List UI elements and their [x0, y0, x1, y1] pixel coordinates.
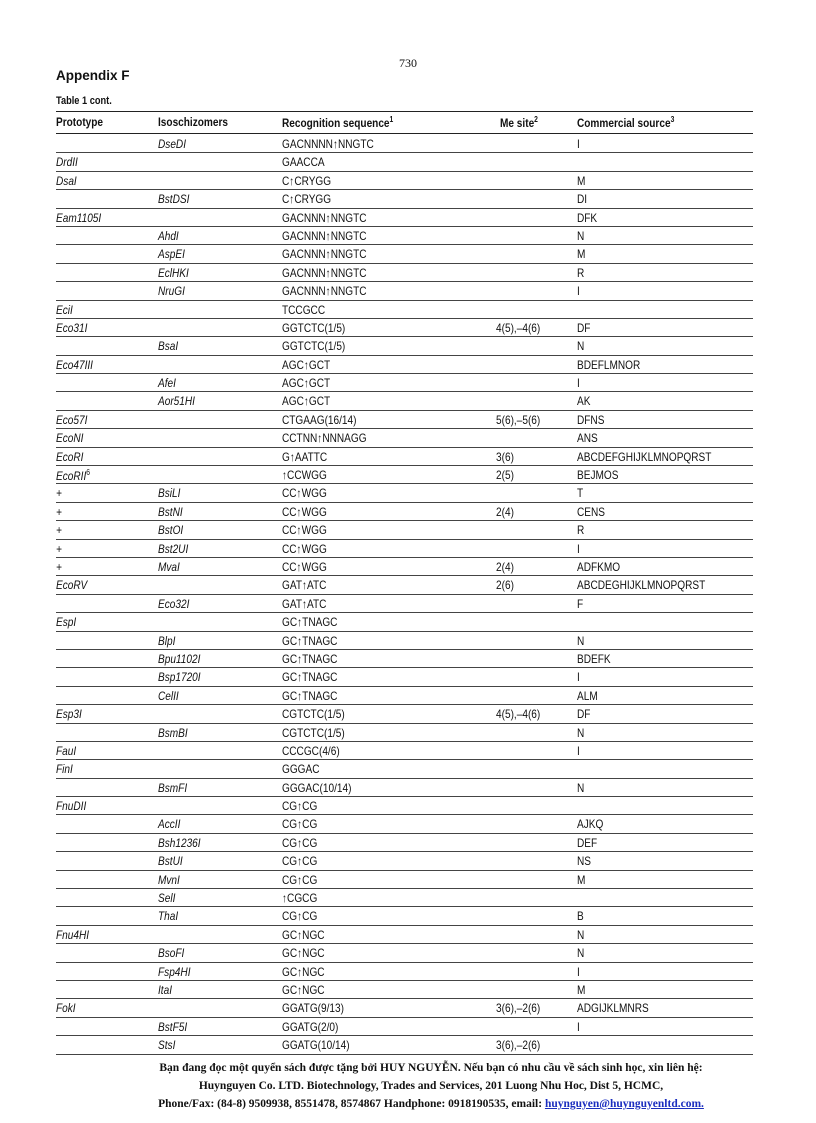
- recognition-sequence-cell: CC↑WGG: [282, 523, 327, 538]
- isoschizomer-cell: ItaI: [158, 982, 173, 997]
- isoschizomer-cell: BsiLI: [158, 486, 181, 501]
- recognition-sequence-cell: CG↑CG: [282, 817, 318, 832]
- isoschizomer-cell: BlpI: [158, 633, 176, 648]
- commercial-source-cell: I: [577, 1019, 580, 1034]
- table-row: [56, 153, 753, 171]
- table-row: [56, 632, 753, 650]
- recognition-sequence-cell: GACNNN↑NNGTC: [282, 284, 367, 299]
- header-isoschizomers: Isoschizomers: [158, 115, 229, 129]
- recognition-sequence-cell: C↑CRYGG: [282, 173, 332, 188]
- prototype-cell: Fnu4HI: [56, 927, 90, 942]
- recognition-sequence-cell: GC↑NGC: [282, 927, 325, 942]
- recognition-sequence-cell: GAT↑ATC: [282, 596, 327, 611]
- table-row: [56, 282, 753, 300]
- recognition-sequence-cell: CC↑WGG: [282, 559, 327, 574]
- commercial-source-cell: I: [577, 284, 580, 299]
- recognition-sequence-cell: CC↑WGG: [282, 504, 327, 519]
- recognition-sequence-cell: GAT↑ATC: [282, 578, 327, 593]
- commercial-source-cell: ABCDEGHIJKLMNOPQRST: [577, 578, 706, 593]
- table-row: [56, 944, 753, 962]
- prototype-cell: FinI: [56, 762, 73, 777]
- header-me-site: Me site$^2$: [500, 115, 538, 130]
- table-row: [56, 484, 753, 502]
- recognition-sequence-cell: GGTCTC(1/5): [282, 320, 346, 335]
- table-row: [56, 1036, 753, 1054]
- isoschizomer-cell: Fsp4HI: [158, 964, 191, 979]
- table-row: [56, 834, 753, 852]
- recognition-sequence-cell: C↑CRYGG: [282, 192, 332, 207]
- footer-line-3: Phone/Fax: (84-8) 9509938, 8551478, 8574867 Handphone: 0918190535, email: huynguyen@huynguyenltd.com.: [158, 1098, 704, 1110]
- recognition-sequence-cell: GC↑TNAGC: [282, 651, 338, 666]
- isoschizomer-cell: Aor51HI: [158, 394, 195, 409]
- commercial-source-cell: N: [577, 927, 585, 942]
- prototype-cell: Eco57I: [56, 412, 88, 427]
- commercial-source-cell: ADGIJKLMNRS: [577, 1001, 649, 1016]
- commercial-source-cell: DEF: [577, 835, 598, 850]
- commercial-source-cell: DFK: [577, 210, 598, 225]
- recognition-sequence-cell: GC↑TNAGC: [282, 615, 338, 630]
- prototype-cell: +: [56, 504, 62, 519]
- isoschizomer-cell: BstOI: [158, 523, 184, 538]
- table-row: [56, 227, 753, 245]
- recognition-sequence-cell: CCTNN↑NNNAGG: [282, 431, 367, 446]
- header-commercial-source: Commercial source$^3$: [577, 115, 675, 130]
- table-row: [56, 687, 753, 705]
- table-row: [56, 448, 753, 466]
- table-row: [56, 558, 753, 576]
- recognition-sequence-cell: AGC↑GCT: [282, 394, 331, 409]
- prototype-cell: +: [56, 559, 62, 574]
- recognition-sequence-cell: GC↑NGC: [282, 982, 325, 997]
- recognition-sequence-cell: GGATG(9/13): [282, 1001, 344, 1016]
- isoschizomer-cell: MvaI: [158, 559, 180, 574]
- isoschizomer-cell: AspEI: [158, 247, 185, 262]
- recognition-sequence-cell: TCCGCC: [282, 302, 326, 317]
- isoschizomer-cell: CelII: [158, 688, 179, 703]
- table-row: [56, 264, 753, 282]
- isoschizomer-cell: BsaI: [158, 339, 179, 354]
- isoschizomer-cell: AhdI: [158, 228, 179, 243]
- commercial-source-cell: T: [577, 486, 584, 501]
- commercial-source-cell: M: [577, 982, 586, 997]
- commercial-source-cell: I: [577, 376, 580, 391]
- recognition-sequence-cell: CG↑CG: [282, 854, 318, 869]
- table-body: [56, 135, 753, 1055]
- commercial-source-cell: BDEFK: [577, 651, 611, 666]
- commercial-source-cell: AJKQ: [577, 817, 604, 832]
- recognition-sequence-cell: AGC↑GCT: [282, 376, 331, 391]
- commercial-source-cell: N: [577, 339, 585, 354]
- recognition-sequence-cell: CG↑CG: [282, 835, 318, 850]
- commercial-source-cell: DFNS: [577, 412, 605, 427]
- prototype-cell: DsaI: [56, 173, 77, 188]
- prototype-cell: FnuDII: [56, 799, 87, 814]
- me-site-cell: 4(5),–4(6): [496, 320, 541, 335]
- prototype-cell: Eco47III: [56, 357, 93, 372]
- header-row: [56, 112, 753, 134]
- table-row: [56, 797, 753, 815]
- recognition-sequence-cell: GACNNN↑NNGTC: [282, 247, 367, 262]
- footer-email-link[interactable]: huynguyen@huynguyenltd.com.: [544, 1098, 704, 1110]
- prototype-cell: FokI: [56, 1001, 76, 1016]
- table-row: [56, 1018, 753, 1036]
- recognition-sequence-cell: GC↑NGC: [282, 946, 325, 961]
- table-row: [56, 576, 753, 594]
- footer-line-2: Huynguyen Co. LTD. Biotechnology, Trades and Services, 201 Luong Nhu Hoc, Dist 5, HCMC,: [198, 1080, 664, 1092]
- commercial-source-cell: N: [577, 725, 585, 740]
- table-row: [56, 981, 753, 999]
- commercial-source-cell: ABCDEFGHIJKLMNOPQRST: [577, 449, 712, 464]
- commercial-source-cell: AK: [577, 394, 591, 409]
- table-row: [56, 319, 753, 337]
- recognition-sequence-cell: CC↑WGG: [282, 486, 327, 501]
- isoschizomer-cell: Eco32I: [158, 596, 190, 611]
- footer-notice: [96, 1059, 766, 1113]
- recognition-sequence-cell: CG↑CG: [282, 909, 318, 924]
- commercial-source-cell: DF: [577, 707, 591, 722]
- me-site-cell: 3(6),–2(6): [496, 1038, 541, 1053]
- table-row: [56, 907, 753, 925]
- footer-line-1: Bạn đang đọc một quyển sách được tặng bởi HUY NGUYỄN. Nếu bạn có nhu cầu về sách sinh học, xin liên hệ:: [159, 1062, 703, 1074]
- header-recognition-sequence: Recognition sequence$^1$: [282, 115, 394, 130]
- commercial-source-cell: DI: [577, 192, 588, 207]
- isoschizomer-cell: BsoFI: [158, 946, 185, 961]
- table-row: [56, 742, 753, 760]
- commercial-source-cell: BEJMOS: [577, 468, 619, 483]
- prototype-cell: +: [56, 523, 62, 538]
- recognition-sequence-cell: CCCGC(4/6): [282, 743, 340, 758]
- commercial-source-cell: N: [577, 946, 585, 961]
- prototype-cell: EcoRV: [56, 578, 88, 593]
- recognition-sequence-cell: CG↑CG: [282, 799, 318, 814]
- table-row: [56, 540, 753, 558]
- commercial-source-cell: N: [577, 228, 585, 243]
- table-row: [56, 613, 753, 631]
- table-row: [56, 374, 753, 392]
- me-site-cell: 2(5): [496, 468, 514, 483]
- commercial-source-cell: R: [577, 265, 585, 280]
- table-header: [56, 111, 753, 134]
- me-site-cell: 2(6): [496, 578, 514, 593]
- table-row: [56, 209, 753, 227]
- recognition-sequence-cell: CGTCTC(1/5): [282, 707, 345, 722]
- isoschizomer-cell: Bsp1720I: [158, 670, 201, 685]
- commercial-source-cell: B: [577, 909, 584, 924]
- table-row: [56, 815, 753, 833]
- table-row: [56, 245, 753, 263]
- commercial-source-cell: I: [577, 541, 580, 556]
- table-row: [56, 356, 753, 374]
- table-row: [56, 760, 753, 778]
- recognition-sequence-cell: CC↑WGG: [282, 541, 327, 556]
- commercial-source-cell: BDEFLMNOR: [577, 357, 641, 372]
- isoschizomer-cell: AfeI: [158, 376, 176, 391]
- commercial-source-cell: DF: [577, 320, 591, 335]
- isoschizomer-cell: MvnI: [158, 872, 180, 887]
- commercial-source-cell: N: [577, 633, 585, 648]
- prototype-cell: EcoNI: [56, 431, 84, 446]
- table-row: [56, 889, 753, 907]
- isoschizomer-cell: BstNI: [158, 504, 183, 519]
- appendix-title: Appendix F: [56, 68, 130, 83]
- commercial-source-cell: M: [577, 173, 586, 188]
- commercial-source-cell: R: [577, 523, 585, 538]
- prototype-cell: Eco31I: [56, 320, 88, 335]
- prototype-cell: +: [56, 486, 62, 501]
- commercial-source-cell: N: [577, 780, 585, 795]
- table-row: [56, 779, 753, 797]
- prototype-cell: EciI: [56, 302, 73, 317]
- table-row: [56, 503, 753, 521]
- isoschizomer-cell: Bst2UI: [158, 541, 189, 556]
- footnote-marker: 6: [86, 468, 90, 478]
- recognition-sequence-cell: GC↑NGC: [282, 964, 325, 979]
- table-row: [56, 411, 753, 429]
- commercial-source-cell: NS: [577, 854, 592, 869]
- me-site-cell: 3(6),–2(6): [496, 1001, 541, 1016]
- prototype-cell: EspI: [56, 615, 77, 630]
- table-row: [56, 466, 753, 484]
- table-row: [56, 724, 753, 742]
- isoschizomer-cell: BstF5I: [158, 1019, 188, 1034]
- commercial-source-cell: I: [577, 137, 580, 151]
- header-prototype: Prototype: [56, 115, 104, 129]
- me-site-cell: 5(6),–5(6): [496, 412, 541, 427]
- commercial-source-cell: F: [577, 596, 584, 611]
- table-row: [56, 301, 753, 319]
- commercial-source-cell: I: [577, 670, 580, 685]
- page-number: 730: [399, 56, 417, 70]
- me-site-cell: 2(4): [496, 559, 514, 574]
- table-row: [56, 429, 753, 447]
- recognition-sequence-cell: GACNNN↑NNGTC: [282, 210, 367, 225]
- recognition-sequence-cell: CGTCTC(1/5): [282, 725, 345, 740]
- table-row: [56, 337, 753, 355]
- table-row: [56, 650, 753, 668]
- isoschizomer-cell: EclHKI: [158, 265, 189, 280]
- commercial-source-cell: ALM: [577, 688, 598, 703]
- isoschizomer-cell: StsI: [158, 1038, 176, 1053]
- isoschizomer-cell: BstDSI: [158, 192, 190, 207]
- table-row: [56, 999, 753, 1017]
- recognition-sequence-cell: CG↑CG: [282, 872, 318, 887]
- table-row: [56, 392, 753, 410]
- commercial-source-cell: ADFKMO: [577, 559, 621, 574]
- isoschizomer-cell: Bpu1102I: [158, 651, 201, 666]
- prototype-cell: FauI: [56, 743, 77, 758]
- isoschizomer-cell: DseDI: [158, 137, 187, 151]
- recognition-sequence-cell: G↑AATTC: [282, 449, 328, 464]
- recognition-sequence-cell: GGATG(2/0): [282, 1019, 339, 1034]
- commercial-source-cell: M: [577, 247, 586, 262]
- recognition-sequence-cell: GACNNN↑NNGTC: [282, 265, 367, 280]
- prototype-cell: DrdII: [56, 155, 78, 170]
- isoschizomer-cell: Bsh1236I: [158, 835, 201, 850]
- me-site-cell: 3(6): [496, 449, 514, 464]
- table-row: [56, 963, 753, 981]
- table-row: [56, 705, 753, 723]
- commercial-source-cell: I: [577, 964, 580, 979]
- isoschizomer-cell: BsmFI: [158, 780, 188, 795]
- recognition-sequence-cell: ↑CGCG: [282, 891, 318, 906]
- isoschizomer-cell: BsmBI: [158, 725, 188, 740]
- recognition-sequence-cell: AGC↑GCT: [282, 357, 331, 372]
- recognition-sequence-cell: GACNNNN↑NNGTC: [282, 137, 374, 151]
- commercial-source-cell: M: [577, 872, 586, 887]
- table-row: [56, 852, 753, 870]
- commercial-source-cell: ANS: [577, 431, 598, 446]
- prototype-cell: Eam1105I: [56, 210, 102, 225]
- me-site-cell: 2(4): [496, 504, 514, 519]
- commercial-source-cell: I: [577, 743, 580, 758]
- recognition-sequence-cell: GC↑TNAGC: [282, 688, 338, 703]
- table-row: [56, 926, 753, 944]
- table-row: [56, 668, 753, 686]
- recognition-sequence-cell: GC↑TNAGC: [282, 670, 338, 685]
- prototype-cell: EcoRI: [56, 449, 84, 464]
- isoschizomer-cell: SelI: [158, 891, 176, 906]
- prototype-cell: EcoRII$^6$: [56, 468, 90, 484]
- isoschizomer-cell: BstUI: [158, 854, 183, 869]
- recognition-sequence-cell: GACNNN↑NNGTC: [282, 228, 367, 243]
- recognition-sequence-cell: GAACCA: [282, 155, 325, 170]
- table-row: [56, 871, 753, 889]
- recognition-sequence-cell: GGATG(10/14): [282, 1038, 350, 1053]
- table-row: [56, 521, 753, 539]
- commercial-source-cell: CENS: [577, 504, 606, 519]
- table-row: [56, 172, 753, 190]
- recognition-sequence-cell: GGGAC: [282, 762, 320, 777]
- table-row: [56, 595, 753, 613]
- table-caption: Table 1 cont.: [56, 95, 112, 107]
- me-site-cell: 4(5),–4(6): [496, 707, 541, 722]
- table-row: [56, 190, 753, 208]
- recognition-sequence-cell: GGTCTC(1/5): [282, 339, 346, 354]
- recognition-sequence-cell: GC↑TNAGC: [282, 633, 338, 648]
- recognition-sequence-cell: GGGAC(10/14): [282, 780, 352, 795]
- recognition-sequence-cell: ↑CCWGG: [282, 468, 327, 483]
- recognition-sequence-cell: CTGAAG(16/14): [282, 412, 357, 427]
- prototype-cell: Esp3I: [56, 707, 82, 722]
- prototype-cell: +: [56, 541, 62, 556]
- isoschizomer-cell: AccII: [158, 817, 181, 832]
- table-row: [56, 135, 753, 153]
- isoschizomer-cell: ThaI: [158, 909, 179, 924]
- isoschizomer-cell: NruGI: [158, 284, 185, 299]
